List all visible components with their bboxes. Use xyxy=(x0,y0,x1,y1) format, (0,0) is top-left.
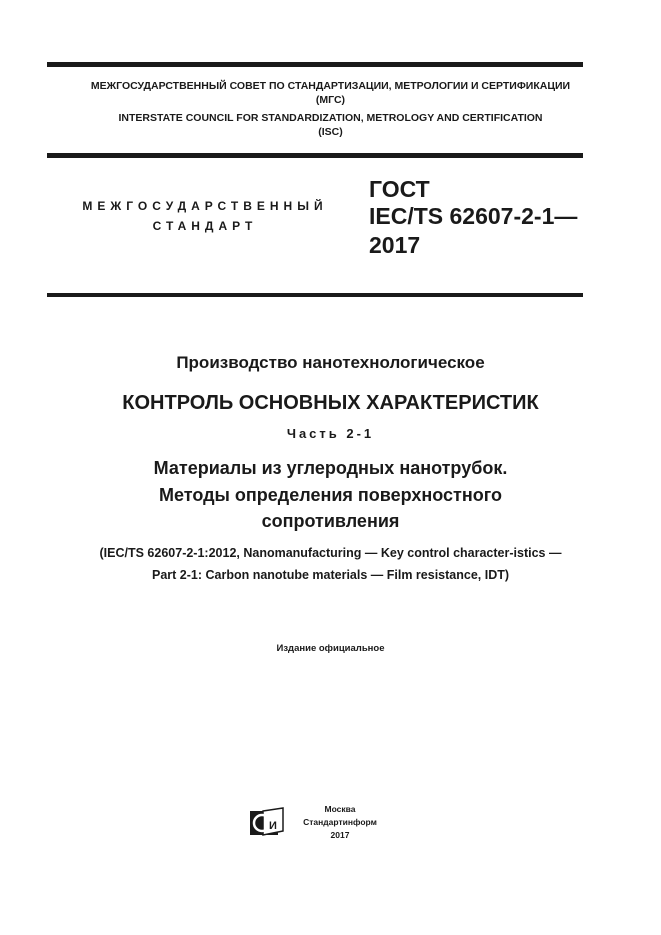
council-ru-abbr: (МГС) xyxy=(315,94,346,106)
standard-code-line1: ГОСТ xyxy=(369,176,430,202)
subtitle-line2: Методы определения поверхностного xyxy=(159,485,502,505)
edition-label: Издание официальное xyxy=(276,643,385,654)
publisher-logo xyxy=(249,807,285,837)
title-line2: КОНТРОЛЬ ОСНОВНЫХ ХАРАКТЕРИСТИК xyxy=(122,392,539,414)
council-en-abbr: (ISC) xyxy=(318,126,343,138)
subtitle-line3: сопротивления xyxy=(261,511,400,531)
standard-type-line2: СТАНДАРТ xyxy=(152,219,258,233)
top-rule xyxy=(47,62,583,67)
standard-type-line1: МЕЖГОСУДАРСТВЕННЫЙ xyxy=(82,199,328,213)
title-line1: Производство нанотехнологическое xyxy=(176,353,485,372)
reference-line1: (IEC/TS 62607-2-1:2012, Nanomanufacturing — Key control character-istics — xyxy=(99,546,562,560)
council-ru: МЕЖГОСУДАРСТВЕННЫЙ СОВЕТ ПО СТАНДАРТИЗАЦИИ, МЕТРОЛОГИИ И СЕРТИФИКАЦИИ xyxy=(90,80,571,92)
standard-code-line3: 2017 xyxy=(369,232,421,258)
header-rule xyxy=(47,153,583,158)
council-en: INTERSTATE COUNCIL FOR STANDARDIZATION, METROLOGY AND CERTIFICATION xyxy=(118,112,543,124)
standard-code-line2: IEC/TS 62607-2-1— xyxy=(369,203,578,229)
svg-text:И: И xyxy=(269,820,277,832)
reference-line2: Part 2-1: Carbon nanotube materials — Film resistance, IDT) xyxy=(151,568,510,582)
title-part: Часть 2-1 xyxy=(286,426,375,441)
subtitle-line1: Материалы из углеродных нанотрубок. xyxy=(153,458,508,478)
publisher-year: 2017 xyxy=(330,830,350,840)
publisher-name: Стандартинформ xyxy=(303,817,377,827)
standard-rule xyxy=(47,293,583,297)
publisher-city: Москва xyxy=(324,804,356,814)
